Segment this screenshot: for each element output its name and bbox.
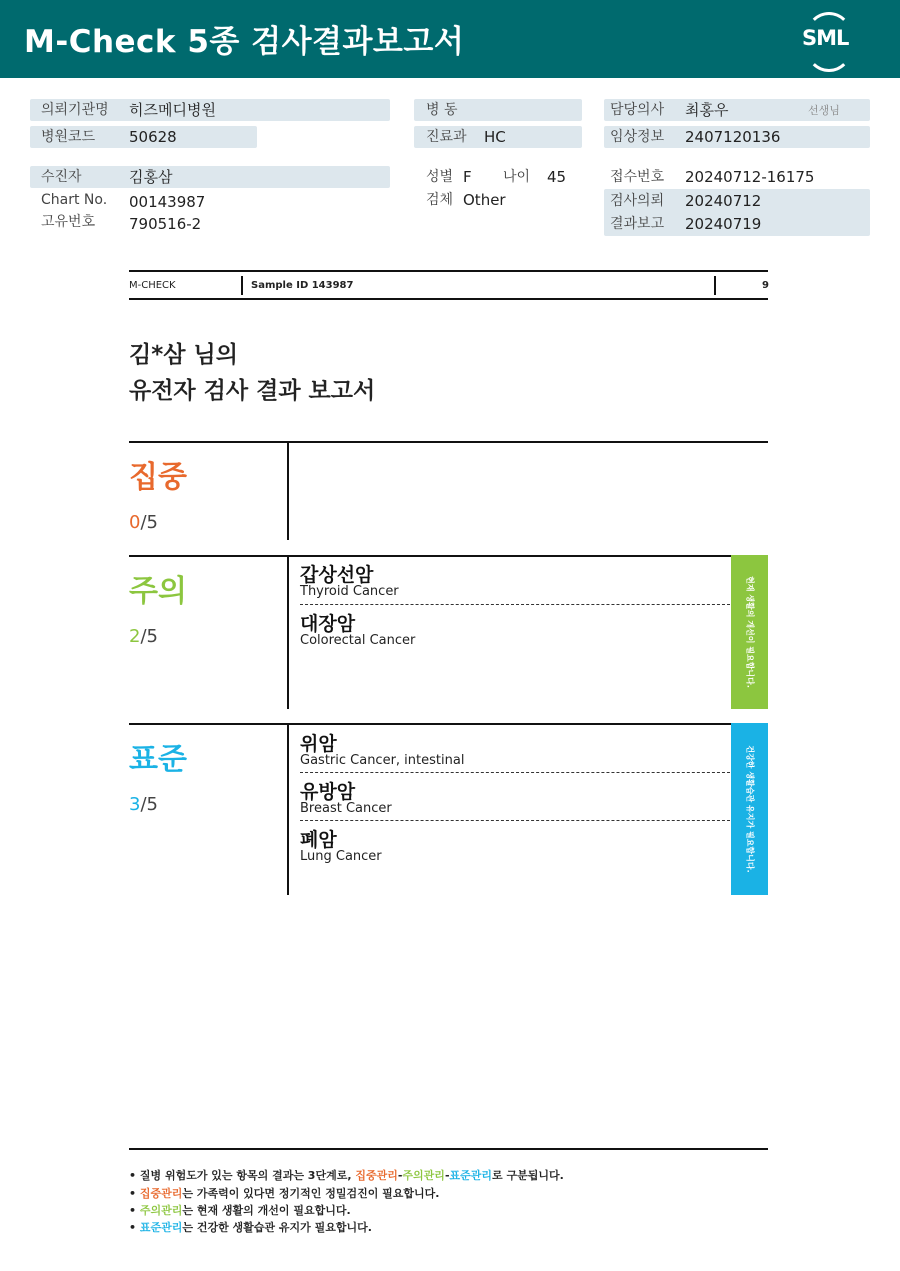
- count-value: 0: [129, 512, 141, 533]
- sex-label: 성별: [426, 169, 454, 185]
- divider: [241, 276, 243, 295]
- hospital-code-value: 50628: [129, 128, 177, 146]
- category-count: [129, 794, 158, 815]
- bullet-icon: •: [129, 1187, 137, 1200]
- category-name: 주의: [129, 574, 187, 609]
- category-rule: [129, 441, 768, 443]
- category-note-bar: [731, 555, 768, 709]
- bottom-rule: [129, 298, 768, 300]
- bullet-icon: •: [129, 1169, 137, 1182]
- unique-id-label: 고유번호: [41, 214, 96, 230]
- top-rule: [129, 270, 768, 272]
- footer-text: 는 가족력이 있다면 정기적인 정밀검진이 필요합니다.: [182, 1187, 440, 1200]
- patient-label: 수진자: [41, 169, 82, 185]
- report-title-line1: 김*삼 님의: [129, 342, 238, 368]
- footer-note: [129, 1167, 564, 1183]
- count-total: /5: [140, 626, 158, 647]
- count-value: 3: [129, 794, 141, 815]
- logo-text: SML: [802, 26, 849, 50]
- category-divider: [287, 441, 289, 540]
- request-date-label: 검사의뢰: [610, 193, 665, 209]
- age-value: 45: [547, 168, 567, 186]
- report-header-title: M-Check 5종 검사결과보고서: [24, 24, 465, 60]
- item-name-ko: 위암: [300, 733, 337, 755]
- unique-id-value: 790516-2: [129, 215, 202, 233]
- footer-note: [129, 1219, 372, 1235]
- receipt-number-label: 접수번호: [610, 169, 665, 185]
- hospital-label: 의뢰기관명: [41, 102, 109, 118]
- footer-text: -: [444, 1169, 450, 1182]
- item-name-en: Lung Cancer: [300, 849, 382, 864]
- item-name-ko: 유방암: [300, 781, 356, 803]
- item-separator: [300, 820, 730, 821]
- footer-text: 는 현재 생활의 개선이 필요합니다.: [182, 1204, 351, 1217]
- category-count: [129, 512, 158, 533]
- category-rule: [129, 723, 768, 725]
- category-divider: [287, 555, 289, 709]
- footer-focus: 집중관리: [355, 1169, 398, 1182]
- patient-value: 김홍삼: [129, 168, 173, 186]
- item-name-en: Thyroid Cancer: [300, 584, 399, 599]
- category-rule: [129, 555, 768, 557]
- sex-value: F: [463, 168, 472, 186]
- footer-note: [129, 1202, 351, 1218]
- item-separator: [300, 772, 730, 773]
- bullet-icon: •: [129, 1221, 137, 1234]
- footer-caution: 주의관리: [139, 1204, 183, 1217]
- footer-text: 는 건강한 생활습관 유지가 필요합니다.: [182, 1221, 372, 1234]
- footer-focus: 집중관리: [139, 1187, 183, 1200]
- footer-standard: 표준관리: [449, 1169, 493, 1182]
- specimen-label: 검체: [426, 192, 454, 208]
- result-date-label: 결과보고: [610, 216, 665, 232]
- item-separator: [300, 604, 730, 605]
- category-name: 표준: [129, 742, 187, 777]
- divider: [714, 276, 716, 295]
- ward-label: 병 동: [426, 102, 458, 118]
- doctor-label: 담당의사: [610, 102, 665, 118]
- department-label: 진료과: [426, 129, 467, 145]
- item-name-ko: 갑상선암: [300, 564, 374, 586]
- doctor-suffix: 선생님: [808, 104, 840, 117]
- footer-text: -: [397, 1169, 403, 1182]
- footer-caution: 주의관리: [402, 1169, 445, 1182]
- footer-text: 로 구분됩니다.: [492, 1169, 564, 1182]
- category-name: 집중: [129, 460, 187, 495]
- receipt-number-value: 20240712-16175: [685, 168, 815, 186]
- bullet-icon: •: [129, 1204, 137, 1217]
- category-note-bar: [731, 723, 768, 895]
- category-count: [129, 626, 158, 647]
- clinical-info-value: 2407120136: [685, 128, 781, 146]
- footer-standard: 표준관리: [139, 1221, 183, 1234]
- footer-text: 질병 위험도가 있는 항목의 결과는 3단계로,: [139, 1169, 356, 1182]
- result-date-value: 20240719: [685, 215, 762, 233]
- chart-number-label: Chart No.: [41, 192, 108, 208]
- item-name-ko: 폐암: [300, 829, 337, 851]
- department-value: HC: [484, 128, 506, 146]
- sml-logo: [798, 12, 854, 66]
- brand-label: M-CHECK: [129, 280, 176, 291]
- doctor-value: 최홍우: [685, 101, 729, 119]
- item-name-en: Breast Cancer: [300, 801, 392, 816]
- specimen-value: Other: [463, 191, 506, 209]
- age-label: 나이: [503, 169, 531, 185]
- category-divider: [287, 723, 289, 895]
- sample-id: Sample ID 143987: [251, 280, 354, 291]
- page-number: 9: [762, 280, 769, 291]
- category-note: 건강한 생활습관 유지가 필요합니다.: [745, 745, 754, 873]
- footer-rule: [129, 1148, 768, 1150]
- report-title-line2: 유전자 검사 결과 보고서: [129, 378, 376, 404]
- info-row-bar: [30, 166, 390, 188]
- count-value: 2: [129, 626, 141, 647]
- page-header: [0, 0, 900, 78]
- clinical-info-label: 임상정보: [610, 129, 665, 145]
- hospital-value: 히즈메디병원: [129, 101, 216, 119]
- chart-number-value: 00143987: [129, 193, 206, 211]
- count-total: /5: [140, 512, 158, 533]
- count-total: /5: [140, 794, 158, 815]
- item-name-en: Colorectal Cancer: [300, 633, 416, 648]
- hospital-code-label: 병원코드: [41, 129, 96, 145]
- footer-note: [129, 1185, 440, 1201]
- request-date-value: 20240712: [685, 192, 762, 210]
- category-note: 현재 생활의 개선이 필요합니다.: [745, 576, 754, 688]
- item-name-ko: 대장암: [300, 613, 356, 635]
- item-name-en: Gastric Cancer, intestinal: [300, 753, 465, 768]
